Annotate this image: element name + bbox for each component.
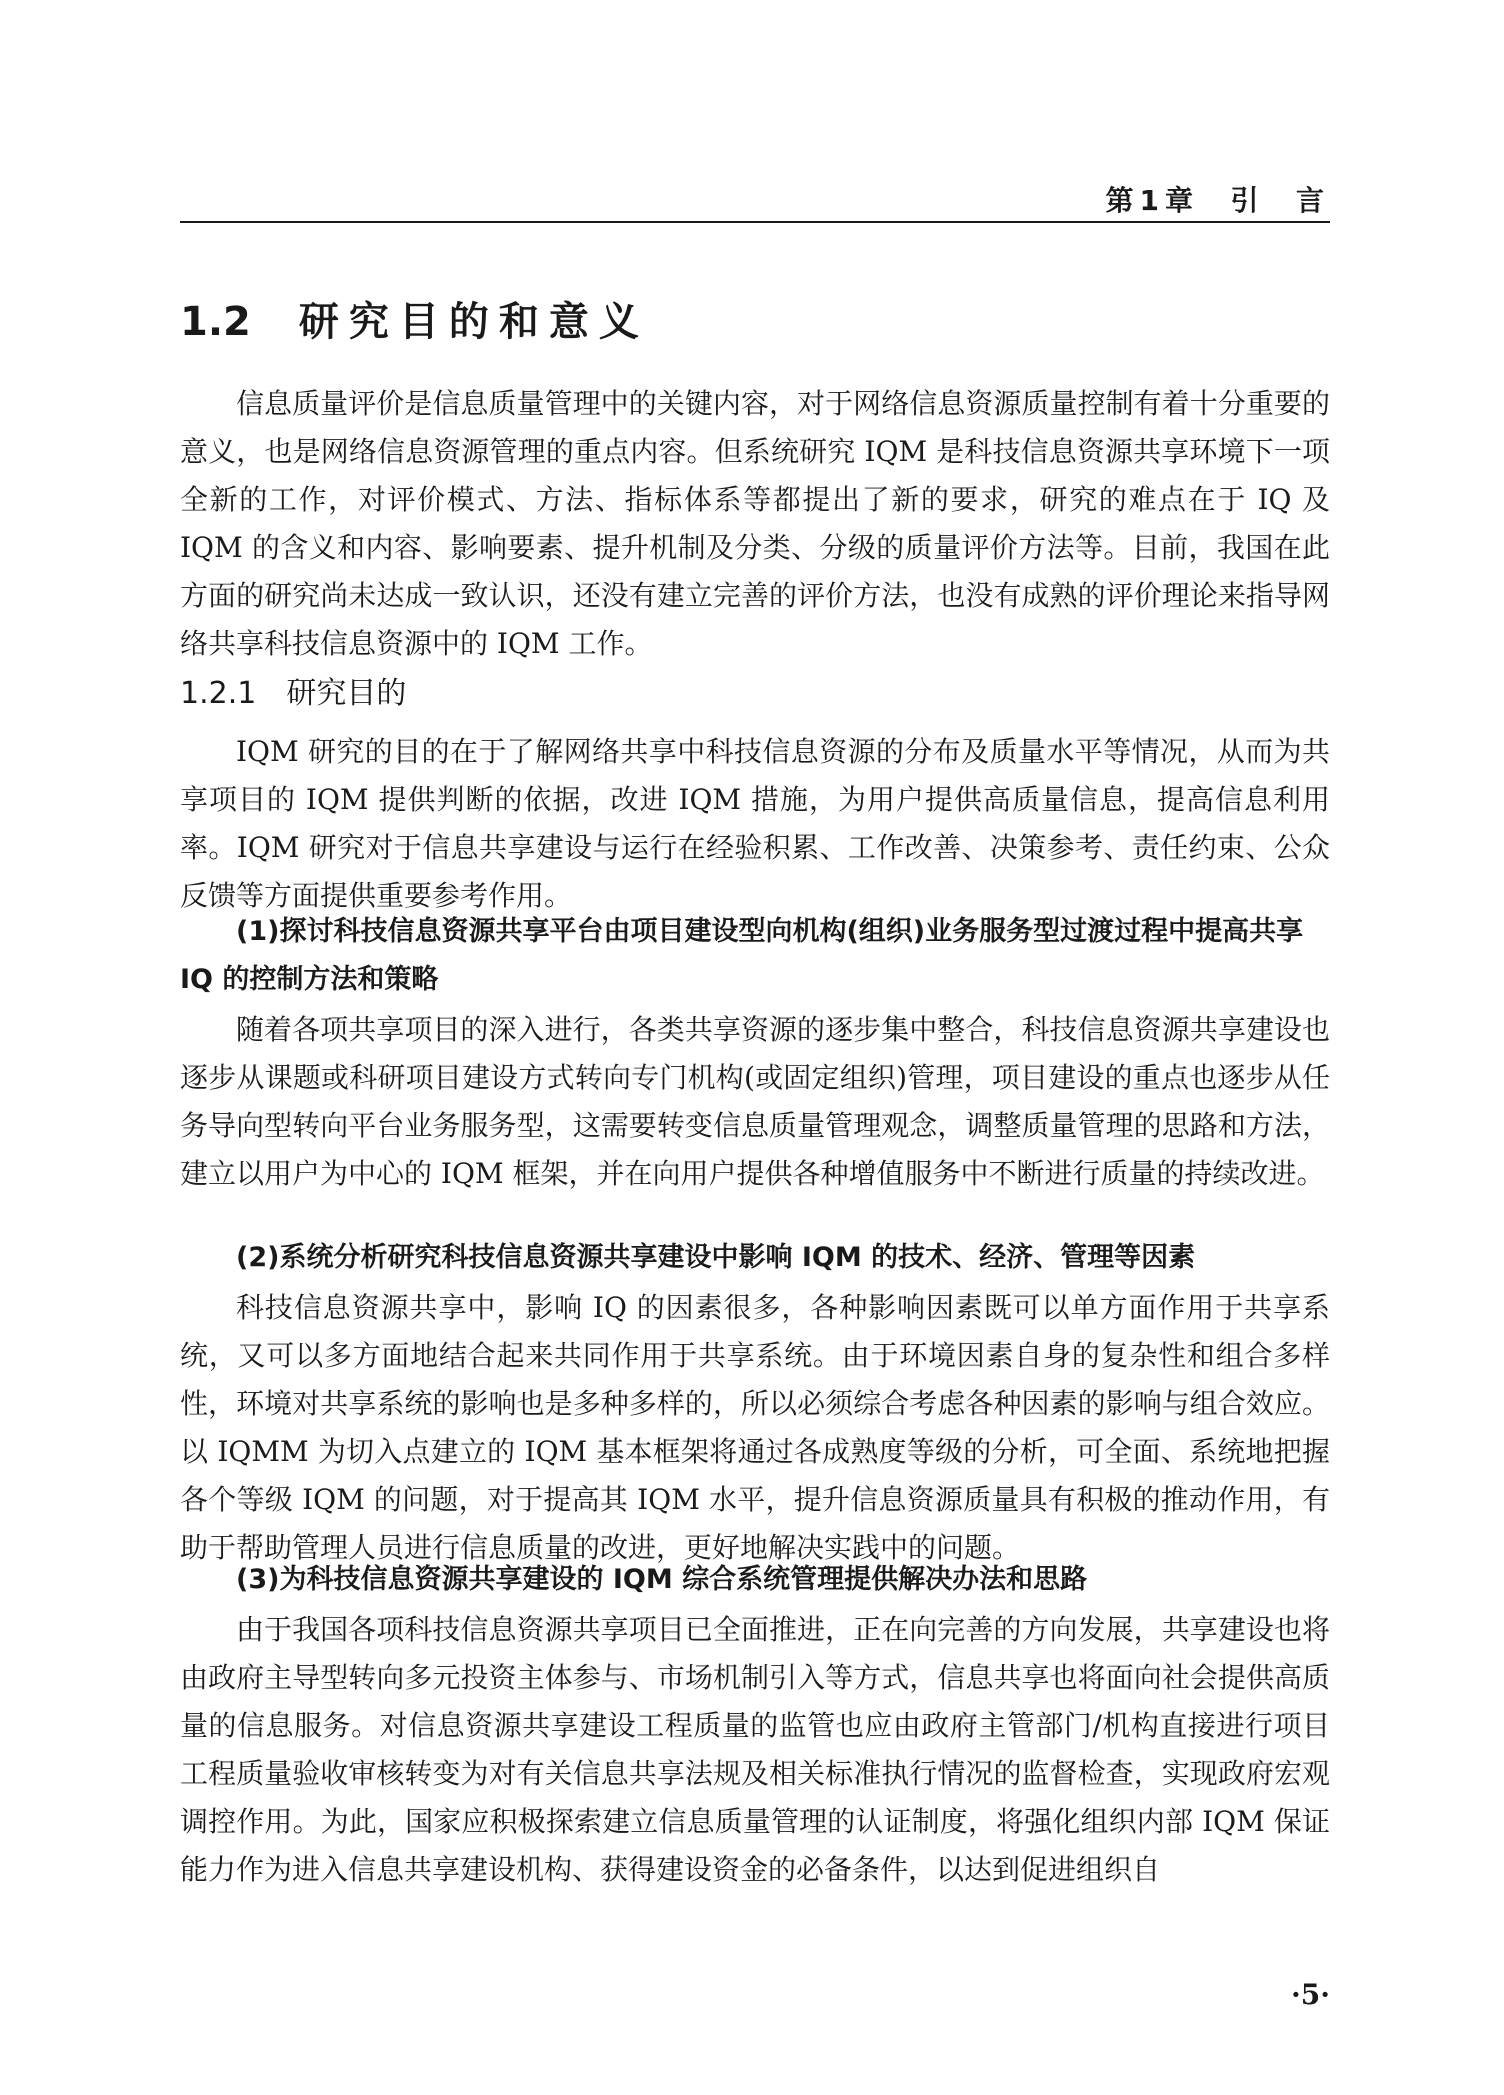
running-header [180,175,1330,223]
subsection-title-text: 研究目的 [286,676,407,711]
subsection-title [180,668,406,712]
intro-paragraph: 信息质量评价是信息质量管理中的关键内容，对于网络信息资源质量控制有着十分重要的意义，也是网络信息资源管理的重点内容。但系统研究 IQM 是科技信息资源共享环境下一项全新的工作，对评价模式、方法、指标体系等都提出了新的要求，研究的难点在于 IQ 及 IQM 的含义和内容、影响要素、提升机制及分类、分级的质量评价方法等。目前，我国在此方面的研究尚未达成一致认识，还没有建立完善的评价方法，也没有成熟的评价理论来指导网络共享科技信息资源中的 IQM 工作。 [180,387,1330,660]
item-heading-3: (3)为科技信息资源共享建设的 IQM 综合系统管理提供解决办法和思路 [236,1564,1088,1595]
page-number: ·5· [1291,1978,1330,2011]
subsection-number: 1.2.1 [180,676,257,711]
item-body-1: 随着各项共享项目的深入进行，各类共享资源的逐步集中整合，科技信息资源共享建设也逐步从课题或科研项目建设方式转向专门机构(或固定组织)管理，项目建设的重点也逐步从任务导向型转向平台业务服务型，这需要转变信息质量管理观念，调整质量管理的思路和方法，建立以用户为中心的 IQM 框架，并在向用户提供各种增值服务中不断进行质量的持续改进。 [180,1013,1330,1190]
subsection-intro-paragraph: IQM 研究的目的在于了解网络共享中科技信息资源的分布及质量水平等情况，从而为共享项目的 IQM 提供判断的依据，改进 IQM 措施，为用户提供高质量信息，提高信息利用率。IQM 研究对于信息共享建设与运行在经验积累、工作改善、决策参考、责任约束、公众反馈等方面提供重要参考作用。 [180,735,1330,912]
item-body-3: 由于我国各项科技信息资源共享项目已全面推进，正在向完善的方向发展，共享建设也将由政府主导型转向多元投资主体参与、市场机制引入等方式，信息共享也将面向社会提供高质量的信息服务。对信息资源共享建设工程质量的监管也应由政府主管部门/机构直接进行项目工程质量验收审核转变为对有关信息共享法规及相关标准执行情况的监督检查，实现政府宏观调控作用。为此，国家应积极探索建立信息质量管理的认证制度，将强化组织内部 IQM 保证能力作为进入信息共享建设机构、获得建设资金的必备条件，以达到促进组织自 [180,1613,1330,1886]
section-number: 1.2 [180,299,251,345]
section-title [180,290,649,347]
section-title-text: 研究目的和意义 [298,298,649,345]
item-heading-1: (1)探讨科技信息资源共享平台由项目建设型向机构(组织)业务服务型过渡过程中提高共享 IQ 的控制方法和策略 [180,916,1304,995]
chapter-heading: 第1章 引 言 [1105,184,1330,217]
item-heading-2: (2)系统分析研究科技信息资源共享建设中影响 IQM 的技术、经济、管理等因素 [236,1242,1196,1273]
item-body-2: 科技信息资源共享中，影响 IQ 的因素很多，各种影响因素既可以单方面作用于共享系统，又可以多方面地结合起来共同作用于共享系统。由于环境因素自身的复杂性和组合多样性，环境对共享系统的影响也是多种多样的，所以必须综合考虑各种因素的影响与组合效应。以 IQMM 为切入点建立的 IQM 基本框架将通过各成熟度等级的分析，可全面、系统地把握各个等级 IQM 的问题，对于提高其 IQM 水平，提升信息资源质量具有积极的推动作用，有助于帮助管理人员进行信息质量的改进，更好地解决实践中的问题。 [180,1291,1330,1564]
